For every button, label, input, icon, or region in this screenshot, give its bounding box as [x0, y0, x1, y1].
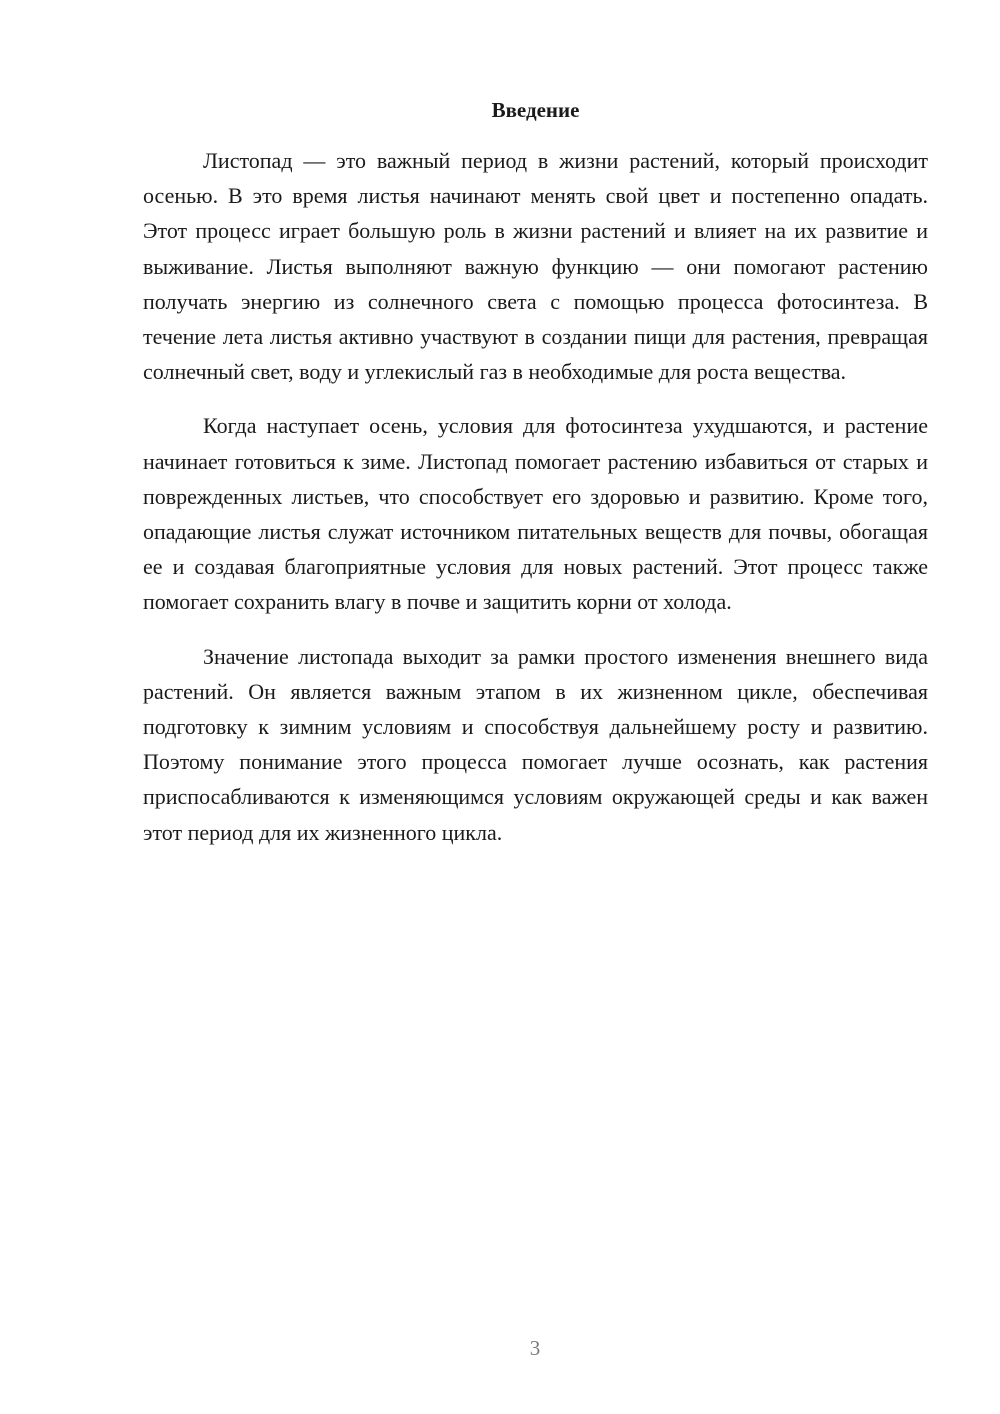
page-number: 3: [529, 1336, 541, 1360]
paragraph-2: Когда наступает осень, условия для фотосинтеза ухудшаются, и растение начинает готовиться к зиме. Листопад помогает растению избавиться от старых и поврежденных листьев, что способствует его здоровью и развитию. Кроме того, опадающие листья служат источником питательных веществ для почвы, обогащая ее и создавая благоприятные условия для новых растений. Этот процесс также помогает сохранить влагу в почве и защитить корни от холода.: [143, 413, 928, 615]
paragraph-1: Листопад — это важный период в жизни растений, который происходит осенью. В это время листья начинают менять свой цвет и постепенно опадать. Этот процесс играет большую роль в жизни растений и влияет на их развитие и выживание. Листья выполняют важную функцию — они помогают растению получать энергию из солнечного света с помощью процесса фотосинтеза. В течение лета листья активно участвуют в создании пищи для растения, превращая солнечный свет, воду и углекислый газ в необходимые для роста вещества.: [143, 148, 928, 385]
paragraph-3: Значение листопада выходит за рамки простого изменения внешнего вида растений. Он является важным этапом в их жизненном цикле, обеспечивая подготовку к зимним условиям и способствуя дальнейшему росту и развитию. Поэтому понимание этого процесса помогает лучше осознать, как растения приспосабливаются к изменяющимся условиям окружающей среды и как важен этот период для их жизненного цикла.: [143, 643, 928, 845]
body-text: [143, 143, 928, 850]
section-heading: Введение: [491, 98, 580, 122]
